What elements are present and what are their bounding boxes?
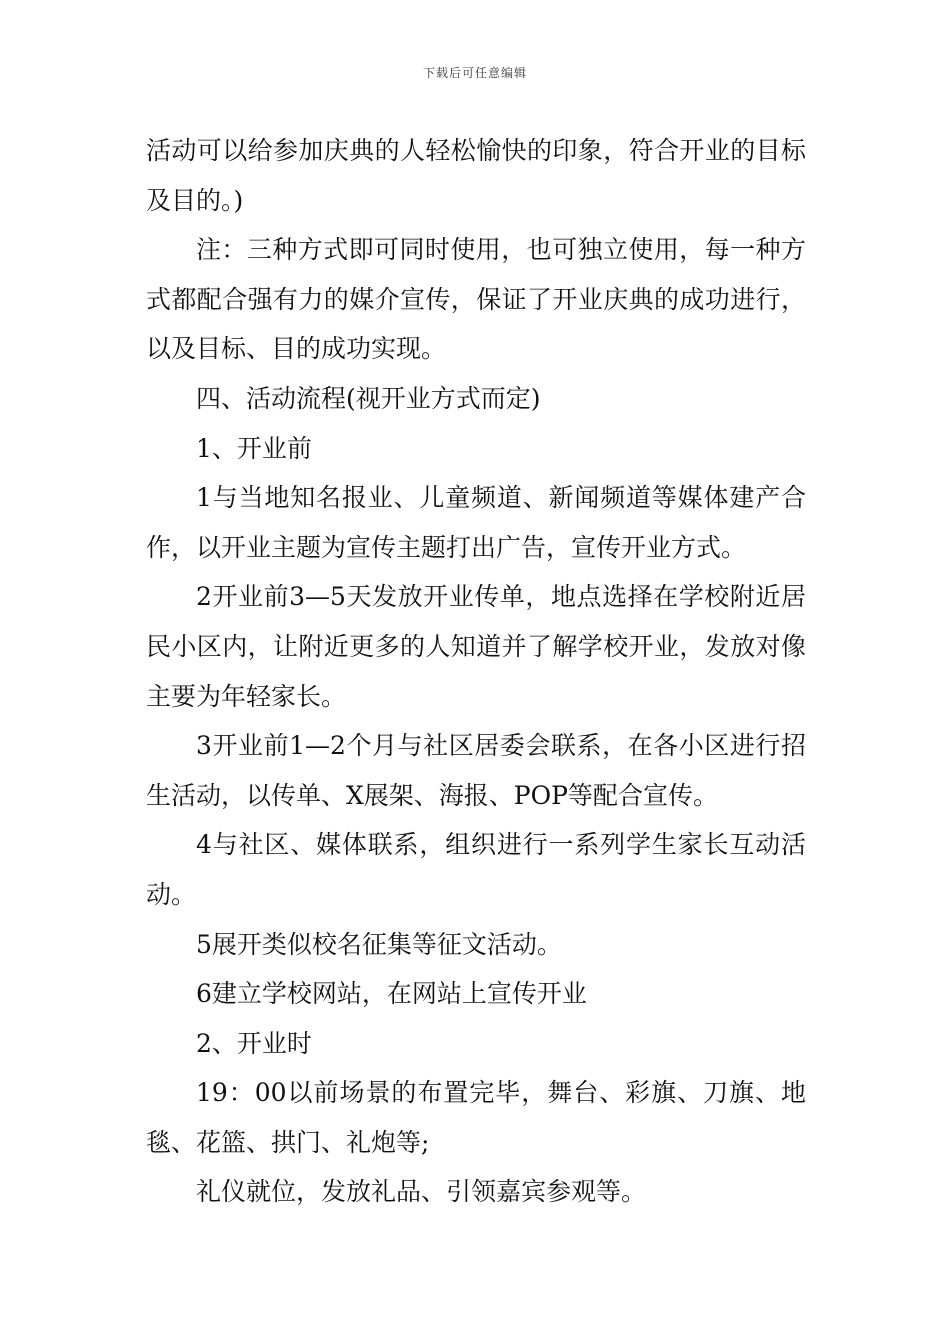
list-item-1: 1与当地知名报业、儿童频道、新闻频道等媒体建产合作，以开业主题为宣传主题打出广告，宣传开业方式。 xyxy=(146,483,806,562)
list-item-5: 5展开类似校名征集等征文活动。 xyxy=(196,929,562,959)
list-item-3: 3开业前1—2个月与社区居委会联系，在各小区进行招生活动，以传单、X展架、海报、POP等配合宣传。 xyxy=(146,731,806,810)
schedule-item-1: 19：00以前场景的布置完毕，舞台、彩旗、刀旗、地毯、花篮、拱门、礼炮等; xyxy=(146,1078,806,1157)
list-item-6: 6建立学校网站，在网站上宣传开业 xyxy=(196,979,587,1009)
page-header: 下载后可任意编辑 xyxy=(422,66,527,80)
paragraph-1: 活动可以给参加庆典的人轻松愉快的印象，符合开业的目标及目的。) xyxy=(146,136,806,215)
section-heading-4: 四、活动流程(视开业方式而定) xyxy=(196,383,541,413)
document-body xyxy=(146,126,806,1217)
list-item-4: 4与社区、媒体联系，组织进行一系列学生家长互动活动。 xyxy=(146,830,806,909)
paragraph-2: 注：三种方式即可同时使用，也可独立使用，每一种方式都配合强有力的媒介宣传，保证了开业庆典的成功进行，以及目标、目的成功实现。 xyxy=(146,235,806,364)
subsection-heading-1: 1、开业前 xyxy=(196,433,312,463)
list-item-2: 2开业前3—5天发放开业传单，地点选择在学校附近居民小区内，让附近更多的人知道并了解学校开业，发放对像主要为年轻家长。 xyxy=(146,582,806,711)
subsection-heading-2: 2、开业时 xyxy=(196,1028,312,1058)
schedule-item-2: 礼仪就位，发放礼品、引领嘉宾参观等。 xyxy=(196,1177,647,1207)
